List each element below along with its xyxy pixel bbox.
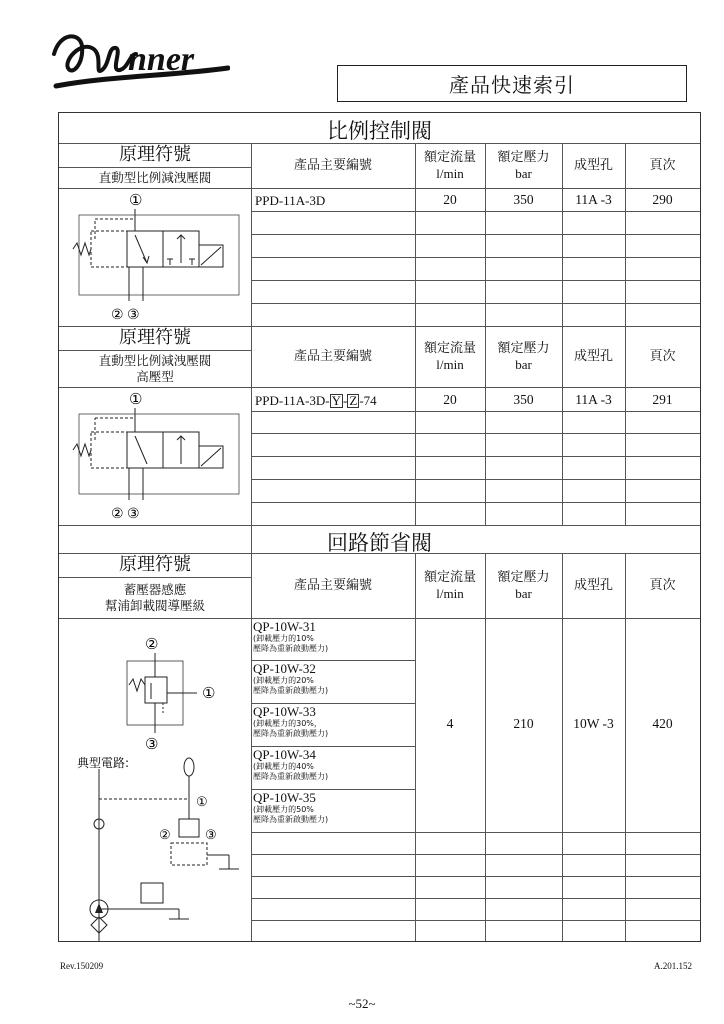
model-prefix: PPD-11A-3D- <box>255 393 330 408</box>
proportional-valve-symbol <box>71 189 241 327</box>
winner-logo <box>50 24 230 94</box>
group-subtitle: 直動型比例減洩壓閥 <box>98 170 212 186</box>
model-note: 壓降為重新啟動壓力) <box>253 644 329 653</box>
model-code <box>255 393 377 409</box>
pressure-value: 350 <box>513 391 534 407</box>
model-option-y: Y <box>331 393 342 408</box>
port-2-label: ② <box>145 637 159 653</box>
flow-value: 4 <box>446 715 454 731</box>
model-note: (卸載壓力的40% <box>253 762 314 771</box>
symbol-header: 原理符號 <box>119 327 191 349</box>
model-suffix: -74 <box>359 393 377 408</box>
pressure-value: 350 <box>513 191 534 207</box>
model-code: QP-10W-35 <box>253 790 316 805</box>
flow-value: 20 <box>443 191 457 207</box>
model-note: 壓降為重新啟動壓力) <box>253 772 329 781</box>
pressure-unit: bar <box>515 357 532 372</box>
group-subtitle <box>59 578 251 618</box>
pressure-header <box>485 327 562 387</box>
model-code: QP-10W-31 <box>253 619 316 634</box>
subtitle-line-1: 直動型比例減洩壓閥 <box>98 353 212 369</box>
model-dash: - <box>343 393 348 408</box>
pressure-header <box>485 554 562 618</box>
ports-2-3-label: ② ③ <box>111 507 140 522</box>
page-header: 頁次 <box>649 577 676 593</box>
high-pressure-valve-symbol <box>71 388 241 526</box>
symbol-header: 原理符號 <box>119 554 191 576</box>
port-1-label: ① <box>202 686 216 702</box>
page-value: 420 <box>652 715 673 731</box>
model-header: 產品主要編號 <box>293 577 372 593</box>
port-2-circuit-label: ② <box>159 827 171 842</box>
model-note: (卸載壓力的10% <box>253 634 314 643</box>
pressure-value: 210 <box>513 715 534 731</box>
qp-model-row <box>253 620 415 654</box>
qp-model-row <box>253 748 415 782</box>
revision-label: Rev.150209 <box>60 961 104 971</box>
flow-header <box>415 554 485 618</box>
document-code: A.201.152 <box>654 961 692 971</box>
model-note: (卸載壓力的30%， <box>253 719 322 728</box>
qp-model-row <box>253 662 415 696</box>
unloading-valve-symbol <box>59 619 251 941</box>
flow-label: 額定流量 <box>423 569 476 585</box>
circuit-label: 典型電路: <box>77 756 130 770</box>
pressure-label: 額定壓力 <box>497 569 550 585</box>
pressure-unit: bar <box>515 166 532 181</box>
flow-unit: l/min <box>436 166 464 181</box>
model-note: 壓降為重新啟動壓力) <box>253 686 329 695</box>
model-header: 產品主要編號 <box>293 157 372 173</box>
page-value: 291 <box>652 391 673 407</box>
model-code: QP-10W-33 <box>253 704 316 719</box>
cavity-header: 成型孔 <box>573 348 613 364</box>
page-title: 產品快速索引 <box>337 65 687 102</box>
cavity-header: 成型孔 <box>573 157 613 173</box>
section-title: 比例控制閥 <box>327 119 432 143</box>
section-title: 回路節省閥 <box>327 531 432 555</box>
pressure-unit: bar <box>515 586 532 601</box>
svg-text:nner: nner <box>128 41 195 78</box>
flow-unit: l/min <box>436 586 464 601</box>
pressure-header <box>485 144 562 188</box>
port-1-circuit-label: ① <box>196 794 208 809</box>
product-index-table <box>58 112 701 942</box>
cavity-value: 10W -3 <box>573 715 614 731</box>
page-value: 290 <box>652 191 673 207</box>
qp-model-row <box>253 791 415 825</box>
qp-model-row <box>253 705 415 739</box>
flow-header <box>415 144 485 188</box>
model-code: QP-10W-32 <box>253 661 316 676</box>
symbol-header: 原理符號 <box>119 144 191 166</box>
subtitle-line-1: 蓄壓器感應 <box>123 582 187 598</box>
model-header: 產品主要編號 <box>293 348 372 364</box>
flow-label: 額定流量 <box>423 340 476 356</box>
ports-2-3-label: ② ③ <box>111 308 140 323</box>
cavity-header: 成型孔 <box>573 577 613 593</box>
cavity-value: 11A -3 <box>575 391 612 407</box>
model-code: PPD-11A-3D <box>255 193 326 208</box>
flow-header <box>415 327 485 387</box>
pressure-label: 額定壓力 <box>497 340 550 356</box>
model-note: 壓降為重新啟動壓力) <box>253 815 329 824</box>
group-subtitle <box>59 351 251 387</box>
port-3-circuit-label: ③ <box>205 827 217 842</box>
port-1-label: ① <box>129 193 143 209</box>
port-3-label: ③ <box>145 737 159 753</box>
flow-label: 額定流量 <box>423 149 476 165</box>
subtitle-line-2: 高壓型 <box>136 369 174 384</box>
flow-unit: l/min <box>436 357 464 372</box>
model-note: 壓降為重新啟動壓力) <box>253 729 329 738</box>
model-note: (卸載壓力的50% <box>253 805 314 814</box>
page-header: 頁次 <box>649 157 676 173</box>
model-option-z: Z <box>349 393 358 408</box>
flow-value: 20 <box>443 391 457 407</box>
model-code: QP-10W-34 <box>253 747 316 762</box>
model-note: (卸載壓力的20% <box>253 676 314 685</box>
port-1-label: ① <box>129 392 143 408</box>
pressure-label: 額定壓力 <box>497 149 550 165</box>
page-header: 頁次 <box>649 348 676 364</box>
page-number: ~52~ <box>348 996 376 1011</box>
cavity-value: 11A -3 <box>575 191 612 207</box>
subtitle-line-2: 幫浦卸載閥導壓級 <box>104 598 205 613</box>
